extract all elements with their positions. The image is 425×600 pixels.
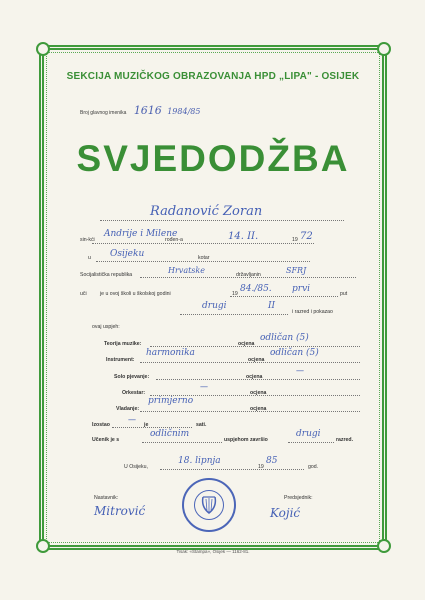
born-year: 72 bbox=[300, 231, 313, 242]
republic-line bbox=[140, 277, 356, 278]
result-line bbox=[142, 442, 222, 443]
subject-ocjena-label: ocjena bbox=[246, 374, 263, 380]
place-value: Osijeku bbox=[110, 249, 145, 259]
born-line bbox=[92, 243, 314, 244]
uspjeh-label: ovaj uspjeh: bbox=[92, 324, 120, 330]
corner-ornament-icon bbox=[377, 42, 391, 56]
corner-ornament-icon bbox=[377, 539, 391, 553]
born-year-prefix: 19 bbox=[292, 237, 298, 243]
absence-line bbox=[112, 427, 192, 428]
result-prefix: Učenik je s bbox=[92, 437, 120, 443]
subject-ocjena-label: ocjena bbox=[250, 406, 267, 412]
school-year-prefix: 19 bbox=[232, 291, 238, 297]
subject-ocjena-label: ocjena bbox=[238, 341, 255, 347]
school-times: prvi bbox=[292, 284, 311, 294]
subject-grade: — bbox=[296, 366, 304, 375]
result-mid: uspjehom završio bbox=[224, 437, 268, 443]
subject-value: harmonika bbox=[146, 348, 195, 358]
citizen-value: SFRJ bbox=[286, 266, 307, 275]
teacher-label: Nastavnik: bbox=[94, 495, 119, 501]
president-signature: Kojić bbox=[270, 506, 301, 520]
subject-line bbox=[156, 379, 360, 380]
place-prefix: u bbox=[88, 255, 91, 261]
razred-label: i razred i pokazao bbox=[292, 309, 333, 315]
official-stamp bbox=[182, 478, 236, 532]
school-line bbox=[230, 296, 338, 297]
subject-line bbox=[140, 362, 360, 363]
subject-value: primjerno bbox=[148, 396, 194, 406]
grade-word: drugi bbox=[202, 301, 227, 311]
place-line bbox=[96, 261, 310, 262]
subject-label: Orkestar: bbox=[122, 390, 146, 396]
subject-value: — bbox=[200, 382, 208, 391]
school-line-mid: je u ovoj školi u školskoj godini bbox=[100, 291, 171, 297]
kotar-label: kotar bbox=[198, 255, 210, 261]
printer-footer: Tisak: «Štampa», Osijek — 1162-81. bbox=[176, 549, 250, 554]
subject-grade: odličan (5) bbox=[270, 348, 319, 358]
corner-ornament-icon bbox=[36, 539, 50, 553]
born-label: rođen-a bbox=[165, 237, 183, 243]
date-year-prefix: 19 bbox=[258, 464, 264, 470]
date-suffix: god. bbox=[308, 464, 319, 470]
subject-label: Solo pjevanje: bbox=[114, 374, 150, 380]
born-date: 14. II. bbox=[228, 231, 259, 242]
put-label: put bbox=[340, 291, 348, 297]
corner-ornament-icon bbox=[36, 42, 50, 56]
teacher-signature: Mitrović bbox=[94, 504, 146, 518]
organization-header: SEKCIJA MUZIČKOG OBRAZOVANJA HPD „LIPA" - OSIJEK bbox=[66, 71, 360, 82]
subject-ocjena-label: ocjena bbox=[248, 357, 265, 363]
school-year: 84./85. bbox=[240, 284, 272, 294]
absence-value: — bbox=[128, 415, 136, 424]
subject-label: Vladanje: bbox=[116, 406, 140, 412]
lyre-icon bbox=[194, 490, 224, 520]
school-line-prefix: uči bbox=[80, 291, 87, 297]
name-line bbox=[100, 220, 344, 221]
grade-roman: II bbox=[268, 301, 276, 311]
grade-line bbox=[180, 314, 288, 315]
absence-mid: je bbox=[144, 422, 149, 428]
president-label: Predsjednik: bbox=[284, 495, 313, 501]
absence-label: Izostao bbox=[92, 422, 110, 428]
registry-number: 1616 bbox=[133, 104, 162, 117]
republic-label: Socijalistička republika bbox=[80, 272, 133, 278]
document-title: SVJEDODŽBA bbox=[76, 138, 350, 179]
result-suffix: razred. bbox=[336, 437, 354, 443]
parents-label: sin-kći bbox=[80, 237, 95, 243]
subject-label: Instrument: bbox=[106, 357, 135, 363]
parents-value: Andrije i Milene bbox=[104, 229, 178, 239]
result-grade: odličnim bbox=[150, 429, 190, 439]
registry-line bbox=[80, 104, 200, 117]
subject-line bbox=[150, 346, 360, 347]
result-class: drugi bbox=[296, 429, 321, 439]
subject-grade: odličan (5) bbox=[260, 333, 309, 343]
registry-label: Broj glavnog imenika bbox=[80, 110, 127, 116]
republic-value: Hrvatske bbox=[168, 266, 205, 275]
subject-label: Teorija muzike: bbox=[104, 341, 142, 347]
registry-year: 1984/85 bbox=[167, 107, 201, 116]
student-name: Radanović Zoran bbox=[150, 204, 263, 219]
date-value: 18. lipnja bbox=[178, 456, 221, 466]
subject-ocjena-label: ocjena bbox=[250, 390, 267, 396]
date-year: 85 bbox=[266, 456, 278, 466]
result-line bbox=[288, 442, 334, 443]
date-place: U Osijeku, bbox=[124, 464, 148, 470]
absence-end: sati. bbox=[196, 422, 207, 428]
date-line bbox=[160, 469, 304, 470]
citizen-label: državljanin bbox=[236, 272, 261, 278]
subject-line bbox=[140, 411, 360, 412]
